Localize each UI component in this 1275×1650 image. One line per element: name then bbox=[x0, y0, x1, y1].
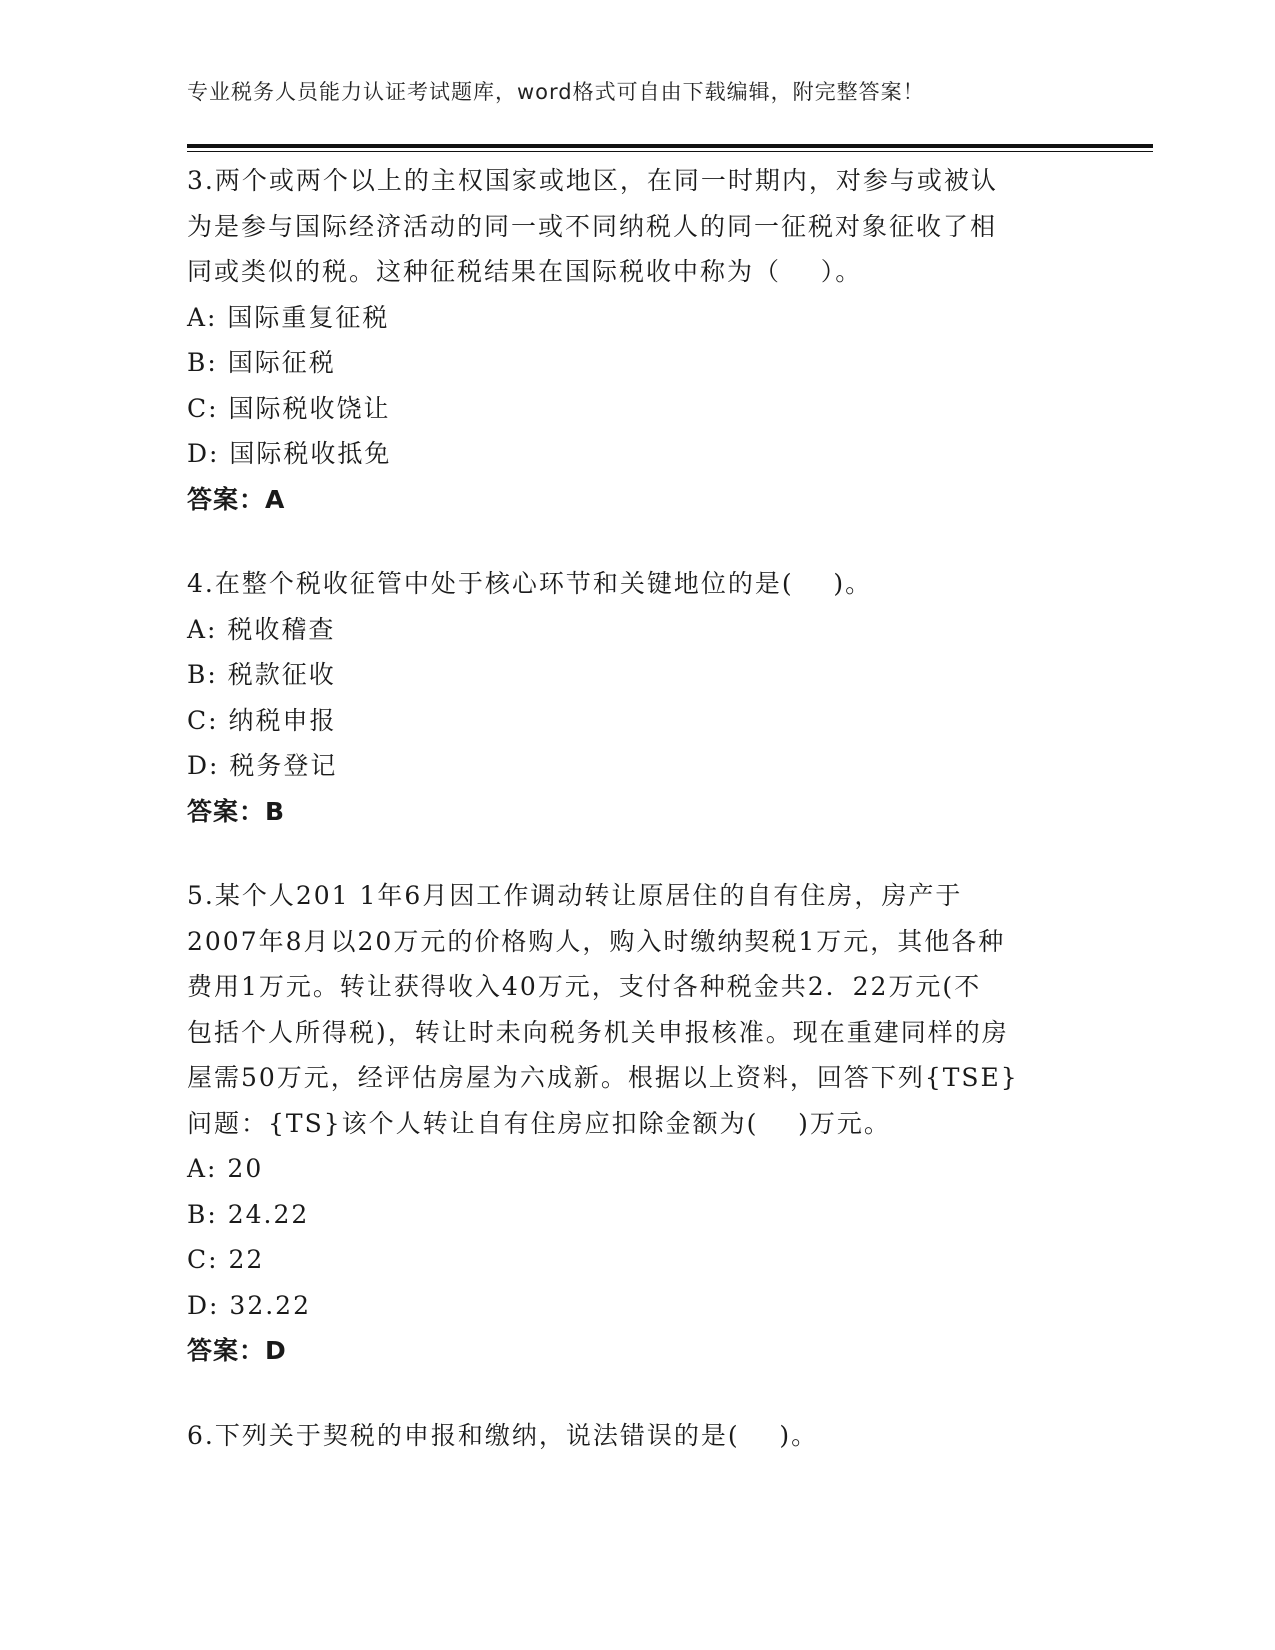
question-stem-line: 5.某个人201 1年6月因工作调动转让原居住的自有住房，房产于 bbox=[187, 881, 963, 910]
option-c: C: 22 bbox=[187, 1245, 265, 1274]
question-stem-line: 问题：{TS}该个人转让自有住房应扣除金额为( )万元。 bbox=[187, 1108, 891, 1138]
option-d: D: 税务登记 bbox=[187, 751, 338, 780]
question-stem-line: 3.两个或两个以上的主权国家或地区，在同一时期内，对参与或被认 bbox=[187, 166, 998, 195]
option-d: D: 32.22 bbox=[187, 1290, 311, 1320]
question-stem-line: 包括个人所得税)，转让时未向税务机关申报核准。现在重建同样的房 bbox=[187, 1017, 1009, 1047]
page-header: 专业税务人员能力认证考试题库，word格式可自由下载编辑，附完整答案！ bbox=[187, 80, 925, 104]
question-stem-line: 6.下列关于契税的申报和缴纳，说法错误的是( )。 bbox=[187, 1420, 819, 1450]
header-rule-thick bbox=[187, 144, 1153, 148]
question-stem-line: 费用1万元。转让获得收入40万元，支付各种税金共2．22万元(不 bbox=[187, 972, 982, 1001]
question-stem-line: 4.在整个税收征管中处于核心环节和关键地位的是( )。 bbox=[187, 569, 873, 598]
option-a: A: 国际重复征税 bbox=[187, 302, 390, 332]
question-5 bbox=[187, 873, 1087, 1374]
option-c: C: 国际税收饶让 bbox=[187, 393, 391, 423]
option-b: B: 24.22 bbox=[187, 1199, 310, 1229]
answer-label: 答案：D bbox=[187, 1336, 287, 1365]
question-stem-line: 屋需50万元，经评估房屋为六成新。根据以上资料，回答下列{TSE} bbox=[187, 1063, 1019, 1092]
answer-label: 答案：B bbox=[187, 796, 286, 826]
question-list bbox=[187, 158, 1087, 1497]
question-6 bbox=[187, 1413, 1087, 1459]
header-rule-thin bbox=[187, 151, 1153, 152]
question-stem-line: 2007年8月以20万元的价格购人，购入时缴纳契税1万元，其他各种 bbox=[187, 926, 1006, 956]
question-stem-line: 为是参与国际经济活动的同一或不同纳税人的同一征税对象征收了相 bbox=[187, 211, 998, 241]
option-d: D: 国际税收抵免 bbox=[187, 439, 392, 468]
question-3 bbox=[187, 158, 1087, 522]
question-4 bbox=[187, 561, 1087, 834]
answer-label: 答案：A bbox=[187, 484, 286, 514]
option-a: A: 税收稽查 bbox=[187, 614, 336, 644]
option-b: B: 税款征收 bbox=[187, 660, 336, 689]
question-stem-line: 同或类似的税。这种征税结果在国际税收中称为（ ）。 bbox=[187, 257, 863, 286]
option-b: B: 国际征税 bbox=[187, 348, 336, 377]
option-c: C: 纳税申报 bbox=[187, 705, 337, 735]
option-a: A: 20 bbox=[187, 1154, 264, 1183]
